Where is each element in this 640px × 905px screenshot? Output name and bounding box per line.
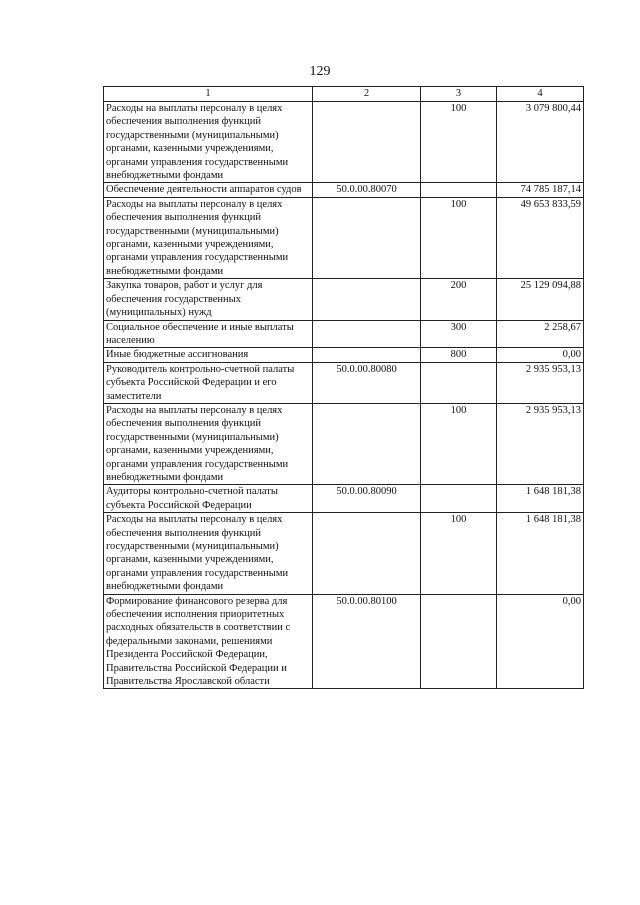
expense-name: Расходы на выплаты персоналу в целях обеспечения выполнения функций государственными (муниципальными) органами, казенными учреждениями, органами управления государственными внебюджетными фондами [104,197,313,278]
target-code: 50.0.00.80080 [313,362,421,403]
expense-name: Расходы на выплаты персоналу в целях обеспечения выполнения функций государственными (муниципальными) органами, казенными учреждениями, органами управления государственными внебюджетными фондами [104,403,313,484]
expense-name: Обеспечение деятельности аппаратов судов [104,183,313,197]
amount: 2 935 953,13 [497,403,584,484]
table-row [104,183,584,197]
table-row [104,362,584,403]
column-header-4: 4 [497,87,584,102]
expense-name: Формирование финансового резерва для обеспечения исполнения приоритетных расходных обязательств в соответствии с федеральными законами, решениями Президента Российской Федерации, Правительства Российской Федерации и Правительства Ярославской области [104,594,313,689]
expense-type: 100 [421,403,497,484]
target-code [313,348,421,362]
expense-type [421,183,497,197]
table-row [104,485,584,513]
expense-name: Расходы на выплаты персоналу в целях обеспечения выполнения функций государственными (муниципальными) органами, казенными учреждениями, органами управления государственными внебюджетными фондами [104,102,313,183]
target-code [313,102,421,183]
target-code [313,279,421,320]
expense-type: 300 [421,320,497,348]
table-row [104,403,584,484]
table-row [104,320,584,348]
amount: 49 653 833,59 [497,197,584,278]
budget-table [103,86,584,689]
amount: 0,00 [497,594,584,689]
column-header-2: 2 [313,87,421,102]
amount: 1 648 181,38 [497,513,584,594]
expense-type [421,362,497,403]
table-row [104,102,584,183]
amount: 2 258,67 [497,320,584,348]
amount: 25 129 094,88 [497,279,584,320]
target-code: 50.0.00.80090 [313,485,421,513]
target-code [313,197,421,278]
amount: 2 935 953,13 [497,362,584,403]
column-header-1: 1 [104,87,313,102]
expense-name: Аудиторы контрольно-счетной палаты субъекта Российской Федерации [104,485,313,513]
expense-name: Иные бюджетные ассигнования [104,348,313,362]
table-row [104,279,584,320]
table-row [104,513,584,594]
expense-type: 800 [421,348,497,362]
page-number: 129 [309,64,331,79]
amount: 74 785 187,14 [497,183,584,197]
amount: 1 648 181,38 [497,485,584,513]
column-header-3: 3 [421,87,497,102]
target-code [313,513,421,594]
amount: 0,00 [497,348,584,362]
expense-name: Руководитель контрольно-счетной палаты субъекта Российской Федерации и его заместители [104,362,313,403]
expense-name: Закупка товаров, работ и услуг для обеспечения государственных (муниципальных) нужд [104,279,313,320]
expense-type [421,485,497,513]
amount: 3 079 800,44 [497,102,584,183]
table-header-row [104,87,584,102]
target-code: 50.0.00.80100 [313,594,421,689]
expense-type: 100 [421,197,497,278]
expense-name: Социальное обеспечение и иные выплаты населению [104,320,313,348]
target-code: 50.0.00.80070 [313,183,421,197]
expense-type: 100 [421,102,497,183]
target-code [313,403,421,484]
expense-type: 100 [421,513,497,594]
target-code [313,320,421,348]
expense-name: Расходы на выплаты персоналу в целях обеспечения выполнения функций государственными (муниципальными) органами, казенными учреждениями, органами управления государственными внебюджетными фондами [104,513,313,594]
expense-type [421,594,497,689]
expense-type: 200 [421,279,497,320]
table-row [104,594,584,689]
table-row [104,348,584,362]
table-row [104,197,584,278]
